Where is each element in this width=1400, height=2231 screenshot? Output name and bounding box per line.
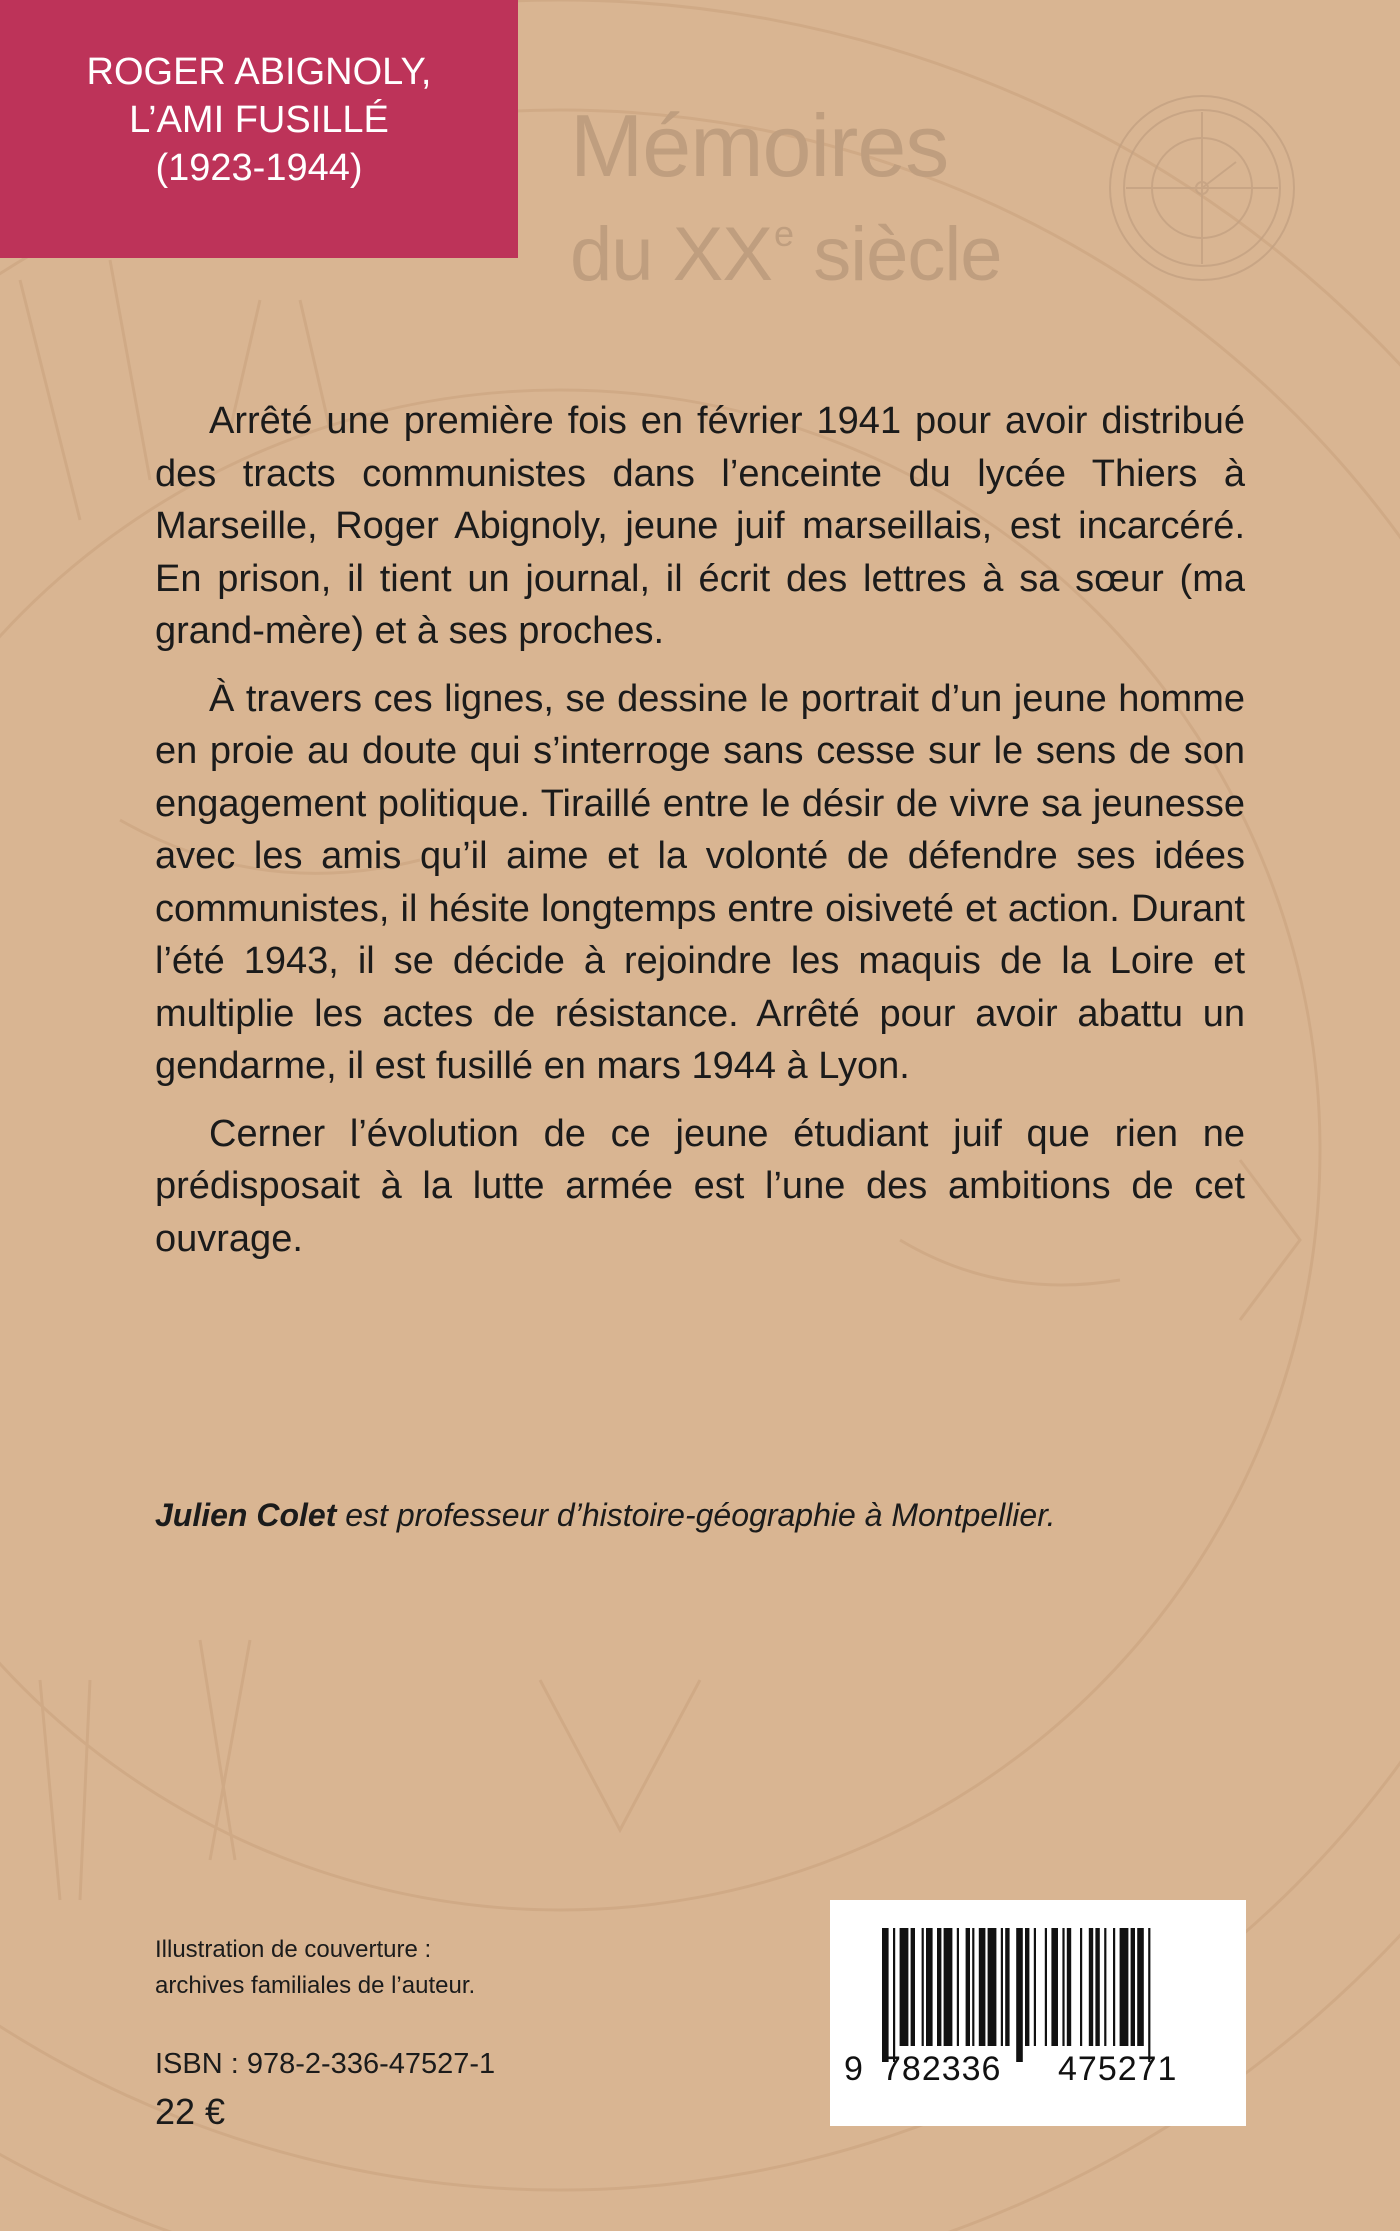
barcode-bar [957,1928,959,2046]
barcode-bar [1005,1928,1009,2046]
barcode-bar [1025,1928,1029,2046]
price: 22 € [155,2091,226,2132]
barcode-bar [988,1928,997,2046]
barcode-bar [979,1928,986,2046]
barcode-bar [900,1928,909,2046]
barcode-bar [1137,1928,1144,2046]
barcode-bar [911,1928,915,2046]
barcode-bar [972,1928,974,2046]
barcode-bar [926,1928,933,2046]
barcode-bar [893,1928,895,2062]
book-title-line-1: ROGER ABIGNOLY, [86,51,432,93]
barcode-bar [944,1928,953,2046]
barcode-bar [1113,1928,1115,2046]
barcode-bar [882,1928,889,2062]
credit-line-2: archives familiales de l’auteur. [155,1972,476,1999]
blurb-paragraph-1: Arrêté une première fois en février 1941 pour avoir distribué des tracts communistes dans l’enceinte du lycée Thiers à Marseille, Roger Abignoly, jeune juif marseillais, est incarcéré. En prison, il tient un journal, il écrit des lettres à sa sœur (ma grand-mère) et à ses proches. [155,400,1245,652]
author-name: Julien Colet [155,1497,337,1533]
series-name [570,96,1002,297]
barcode-bar [1131,1928,1135,2046]
barcode-group-1: 782336 [882,2050,1002,2088]
barcode-first-digit: 9 [844,2050,864,2088]
barcode [830,1900,1246,2126]
barcode-bar [1051,1928,1058,2046]
book-title-line-2: L’AMI FUSILLÉ [129,99,389,141]
barcode-bar [1089,1928,1093,2046]
barcode-bar [1034,1928,1036,2046]
barcode-bar [1148,1928,1150,2062]
series-prefix: du XX [570,212,773,297]
clock-emblem-icon [1106,92,1298,284]
series-name-line-2 [570,188,1002,301]
back-cover-blurb [155,395,1245,1280]
cover-illustration-credit [155,1932,475,2004]
barcode-bar [922,1928,924,2046]
author-bio-text: est professeur d’histoire-géographie à Montpellier. [336,1497,1056,1533]
barcode-bar [937,1928,941,2046]
barcode-bar [1080,1928,1082,2046]
series-superscript: e [774,213,794,254]
credit-line-1: Illustration de couverture : [155,1936,432,1963]
barcode-bar [1001,1928,1003,2046]
barcode-bar [1016,1928,1023,2062]
isbn: ISBN : 978-2-336-47527-1 [155,2048,496,2080]
book-title-box [0,0,518,258]
series-name-line-1: Mémoires [570,96,949,195]
barcode-bar [966,1928,970,2046]
blurb-paragraph-2: À travers ces lignes, se dessine le portrait d’un jeune homme en proie au doute qui s’interroge sans cesse sur le sens de son engagement politique. Tiraillé entre le désir de vivre sa jeunesse avec les amis qu’il aime et la volonté de défendre ses idées communistes, il hésite longtemps entre oisiveté et action. Durant l’été 1943, il se décide à rejoindre les maquis de la Loire et multiplie les actes de résistance. Arrêté pour avoir abattu un gendarme, il est fusillé en mars 1944 à Lyon. [155,677,1245,1087]
barcode-bar [1062,1928,1064,2046]
barcode-bar [1120,1928,1129,2046]
barcode-group-2: 475271 [1058,2050,1178,2088]
blurb-paragraph-3: Cerner l’évolution de ce jeune étudiant juif que rien ne prédisposait à la lutte armée est l’une des ambitions de cet ouvrage. [155,1112,1245,1260]
author-bio [155,1497,1056,1534]
barcode-bar [1104,1928,1106,2046]
book-title-dates: (1923-1944) [155,147,363,189]
series-suffix: siècle [793,212,1002,297]
barcode-bar [1095,1928,1099,2046]
barcode-bars [830,1900,1246,2126]
barcode-bar [1067,1928,1071,2046]
barcode-bar [1045,1928,1047,2046]
